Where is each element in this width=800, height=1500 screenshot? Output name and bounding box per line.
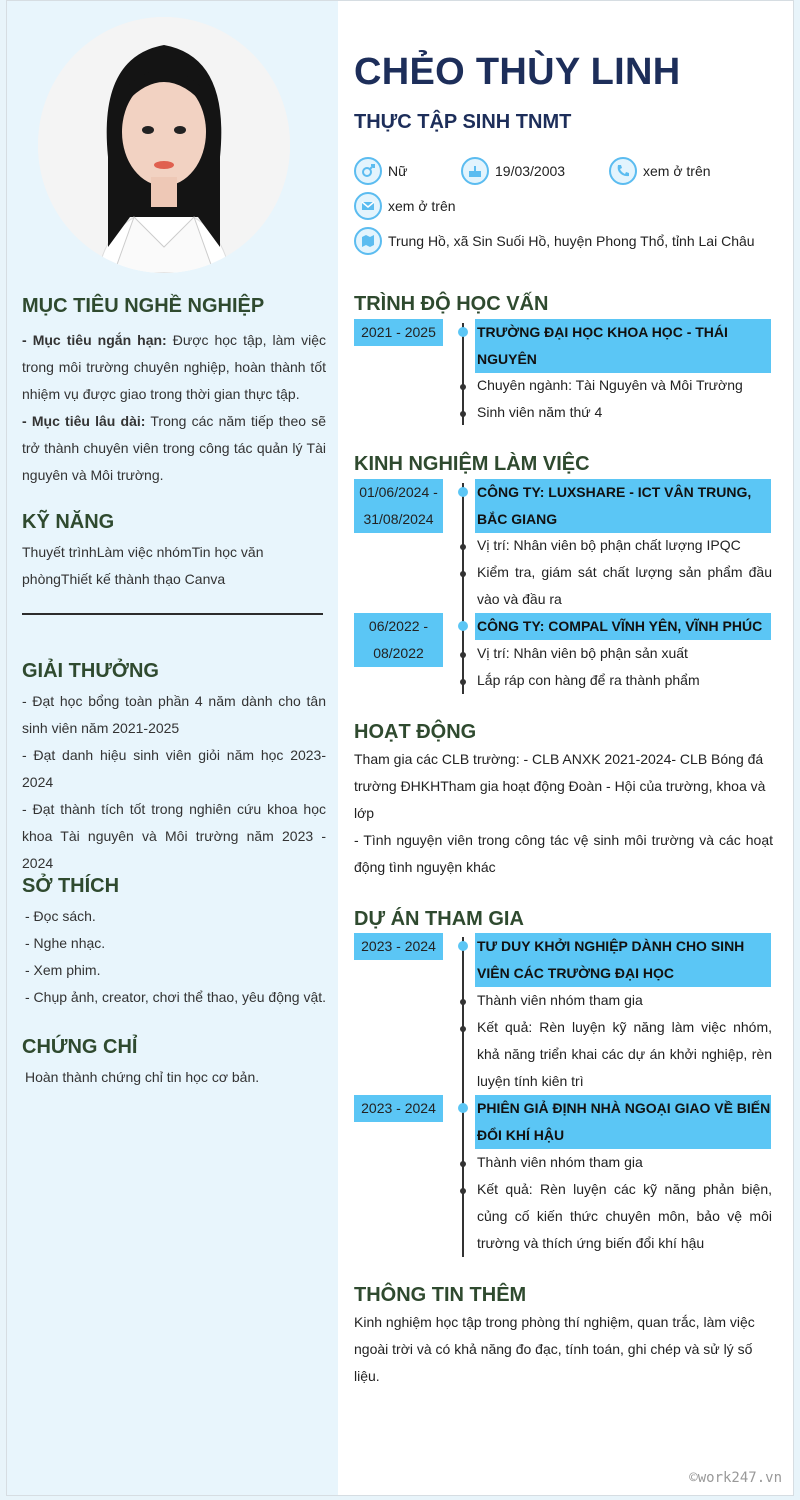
- long-term-label: - Mục tiêu lâu dài:: [22, 413, 146, 429]
- timeline-dot: [458, 621, 468, 631]
- project-date: 2023 - 2024: [354, 933, 443, 960]
- mail-icon: [354, 192, 382, 220]
- timeline-bullet: [460, 679, 466, 685]
- experience-timeline: [462, 483, 464, 694]
- awards-heading: GIẢI THƯỞNG: [22, 660, 159, 682]
- birthday-info: [461, 157, 565, 185]
- job-date: 01/06/2024 - 31/08/2024: [354, 479, 443, 533]
- candidate-role: THỰC TẬP SINH TNMT: [354, 111, 572, 133]
- timeline-bullet: [460, 1188, 466, 1194]
- gender-icon: [354, 157, 382, 185]
- certificates-heading: CHỨNG CHỈ: [22, 1036, 138, 1058]
- awards-list: [22, 688, 326, 877]
- timeline-dot: [458, 327, 468, 337]
- job-company: CÔNG TY: LUXSHARE - ICT VÂN TRUNG, BẮC GIANG: [475, 479, 771, 533]
- timeline-bullet: [460, 652, 466, 658]
- cv-page: [6, 0, 794, 1496]
- timeline-bullet: [460, 411, 466, 417]
- timeline-bullet: [460, 1161, 466, 1167]
- education-date: 2021 - 2025: [354, 319, 443, 346]
- experience-heading: KINH NGHIỆM LÀM VIỆC: [354, 453, 590, 475]
- timeline-bullet: [460, 571, 466, 577]
- award-item: - Đạt thành tích tốt trong nghiên cứu khoa học khoa Tài nguyên và Môi trường năm 2023 - 2024: [22, 801, 326, 871]
- job-date: 06/2022 - 08/2022: [354, 613, 443, 667]
- short-term-label: - Mục tiêu ngắn hạn:: [22, 332, 167, 348]
- job-company: CÔNG TY: COMPAL VĨNH YÊN, VĨNH PHÚC: [475, 613, 771, 640]
- award-item: - Đạt học bổng toàn phần 4 năm dành cho tân sinh viên năm 2021-2025: [22, 693, 326, 736]
- watermark: ©work247.vn: [689, 1470, 782, 1486]
- activities-text: - Tình nguyện viên trong công tác vệ sinh môi trường và các hoạt động tình nguyện khác: [354, 832, 773, 875]
- gender-info: [354, 157, 407, 185]
- timeline-bullet: [460, 384, 466, 390]
- project-date: 2023 - 2024: [354, 1095, 443, 1122]
- education-heading: TRÌNH ĐỘ HỌC VẤN: [354, 293, 549, 315]
- timeline-bullet: [460, 544, 466, 550]
- email-value: xem ở trên: [388, 198, 456, 214]
- project-title: PHIÊN GIẢ ĐỊNH NHÀ NGOẠI GIAO VỀ BIẾN ĐỔI KHÍ HẬU: [475, 1095, 771, 1149]
- phone-icon: [609, 157, 637, 185]
- skills-text: Thuyết trìnhLàm việc nhómTin học văn phòngThiết kế thành thạo Canva: [22, 544, 264, 587]
- hobbies-heading: SỞ THÍCH: [22, 875, 120, 897]
- project-detail: Kết quả: Rèn luyện các kỹ năng phản biện, củng cố kiến thức chuyên môn, bảo vệ môi trường và thích ứng biến đổi khí hậu: [477, 1181, 772, 1251]
- extra-heading: THÔNG TIN THÊM: [354, 1284, 527, 1306]
- project-detail: Thành viên nhóm tham gia: [477, 992, 643, 1008]
- education-detail: Chuyên ngành: Tài Nguyên và Môi Trường: [477, 377, 743, 393]
- long-term-text: Trong các năm tiếp theo sẽ trở thành chuyên viên trong công tác quản lý Tài nguyên và Môi trường.: [22, 413, 327, 483]
- gender-value: Nữ: [388, 163, 408, 179]
- main-content: [338, 1, 793, 1495]
- map-icon: [354, 227, 382, 255]
- email-info: [354, 192, 456, 220]
- phone-info: [609, 157, 711, 185]
- hobby-item: - Xem phim.: [25, 962, 101, 978]
- skills-heading: KỸ NĂNG: [22, 511, 115, 533]
- timeline-bullet: [460, 999, 466, 1005]
- timeline-dot: [458, 487, 468, 497]
- job-detail: Lắp ráp con hàng để ra thành phẩm: [477, 672, 700, 688]
- activities-text: Tham gia các CLB trường: - CLB ANXK 2021-2024- CLB Bóng đá trường ĐHKHTham gia hoạt động Đoàn - Hội của trường, khoa và lớp: [354, 751, 766, 821]
- timeline-dot: [458, 941, 468, 951]
- hobbies-list: [25, 903, 326, 1011]
- job-detail: Kiểm tra, giám sát chất lượng sản phẩm đầu vào và đầu ra: [477, 564, 772, 607]
- birthday-value: 19/03/2003: [495, 163, 566, 179]
- job-detail: Vị trí: Nhân viên bộ phận sản xuất: [477, 645, 688, 661]
- award-item: - Đạt danh hiệu sinh viên giỏi năm học 2023-2024: [22, 747, 326, 790]
- hobby-item: - Nghe nhạc.: [25, 935, 106, 951]
- objective-text: [22, 327, 326, 489]
- sidebar: [7, 1, 338, 1495]
- projects-heading: DỰ ÁN THAM GIA: [354, 908, 524, 930]
- education-detail: Sinh viên năm thứ 4: [477, 404, 603, 420]
- hobby-item: - Đọc sách.: [25, 908, 96, 924]
- projects-timeline: [462, 937, 464, 1257]
- project-title: TƯ DUY KHỞI NGHIỆP DÀNH CHO SINH VIÊN CÁC TRƯỜNG ĐẠI HỌC: [475, 933, 771, 987]
- job-detail: Vị trí: Nhân viên bộ phận chất lượng IPQC: [477, 537, 741, 553]
- certificate-text: Hoàn thành chứng chỉ tin học cơ bản.: [25, 1069, 260, 1085]
- education-timeline: [462, 323, 464, 425]
- objective-heading: MỤC TIÊU NGHỀ NGHIỆP: [22, 295, 265, 317]
- address-value: Trung Hồ, xã Sin Suối Hồ, huyện Phong Thổ, tỉnh Lai Châu: [388, 233, 755, 249]
- short-term-text: Được học tập, làm việc trong môi trường chuyên nghiệp, hoàn thành tốt nhiệm vụ được giao trong thời gian thực tập.: [22, 332, 326, 402]
- phone-value: xem ở trên: [643, 163, 711, 179]
- education-school: TRƯỜNG ĐẠI HỌC KHOA HỌC - THÁI NGUYÊN: [475, 319, 771, 373]
- address-info: [354, 227, 755, 255]
- activities-heading: HOẠT ĐỘNG: [354, 721, 477, 743]
- hobby-item: - Chụp ảnh, creator, chơi thể thao, yêu động vật.: [25, 989, 327, 1005]
- project-detail: Thành viên nhóm tham gia: [477, 1154, 643, 1170]
- avatar-photo: [38, 17, 290, 273]
- cake-icon: [461, 157, 489, 185]
- divider: [22, 613, 323, 615]
- candidate-name: CHẺO THÙY LINH: [354, 51, 681, 93]
- extra-text: Kinh nghiệm học tập trong phòng thí nghiệm, quan trắc, làm việc ngoài trời và có khả năng đo đạc, tính toán, ghi chép và sử lý số liệu.: [354, 1314, 755, 1384]
- timeline-dot: [458, 1103, 468, 1113]
- project-detail: Kết quả: Rèn luyện kỹ năng làm việc nhóm, khả năng triển khai các dự án khởi nghiệp, rèn luyện tính kiên trì: [477, 1019, 772, 1089]
- timeline-bullet: [460, 1026, 466, 1032]
